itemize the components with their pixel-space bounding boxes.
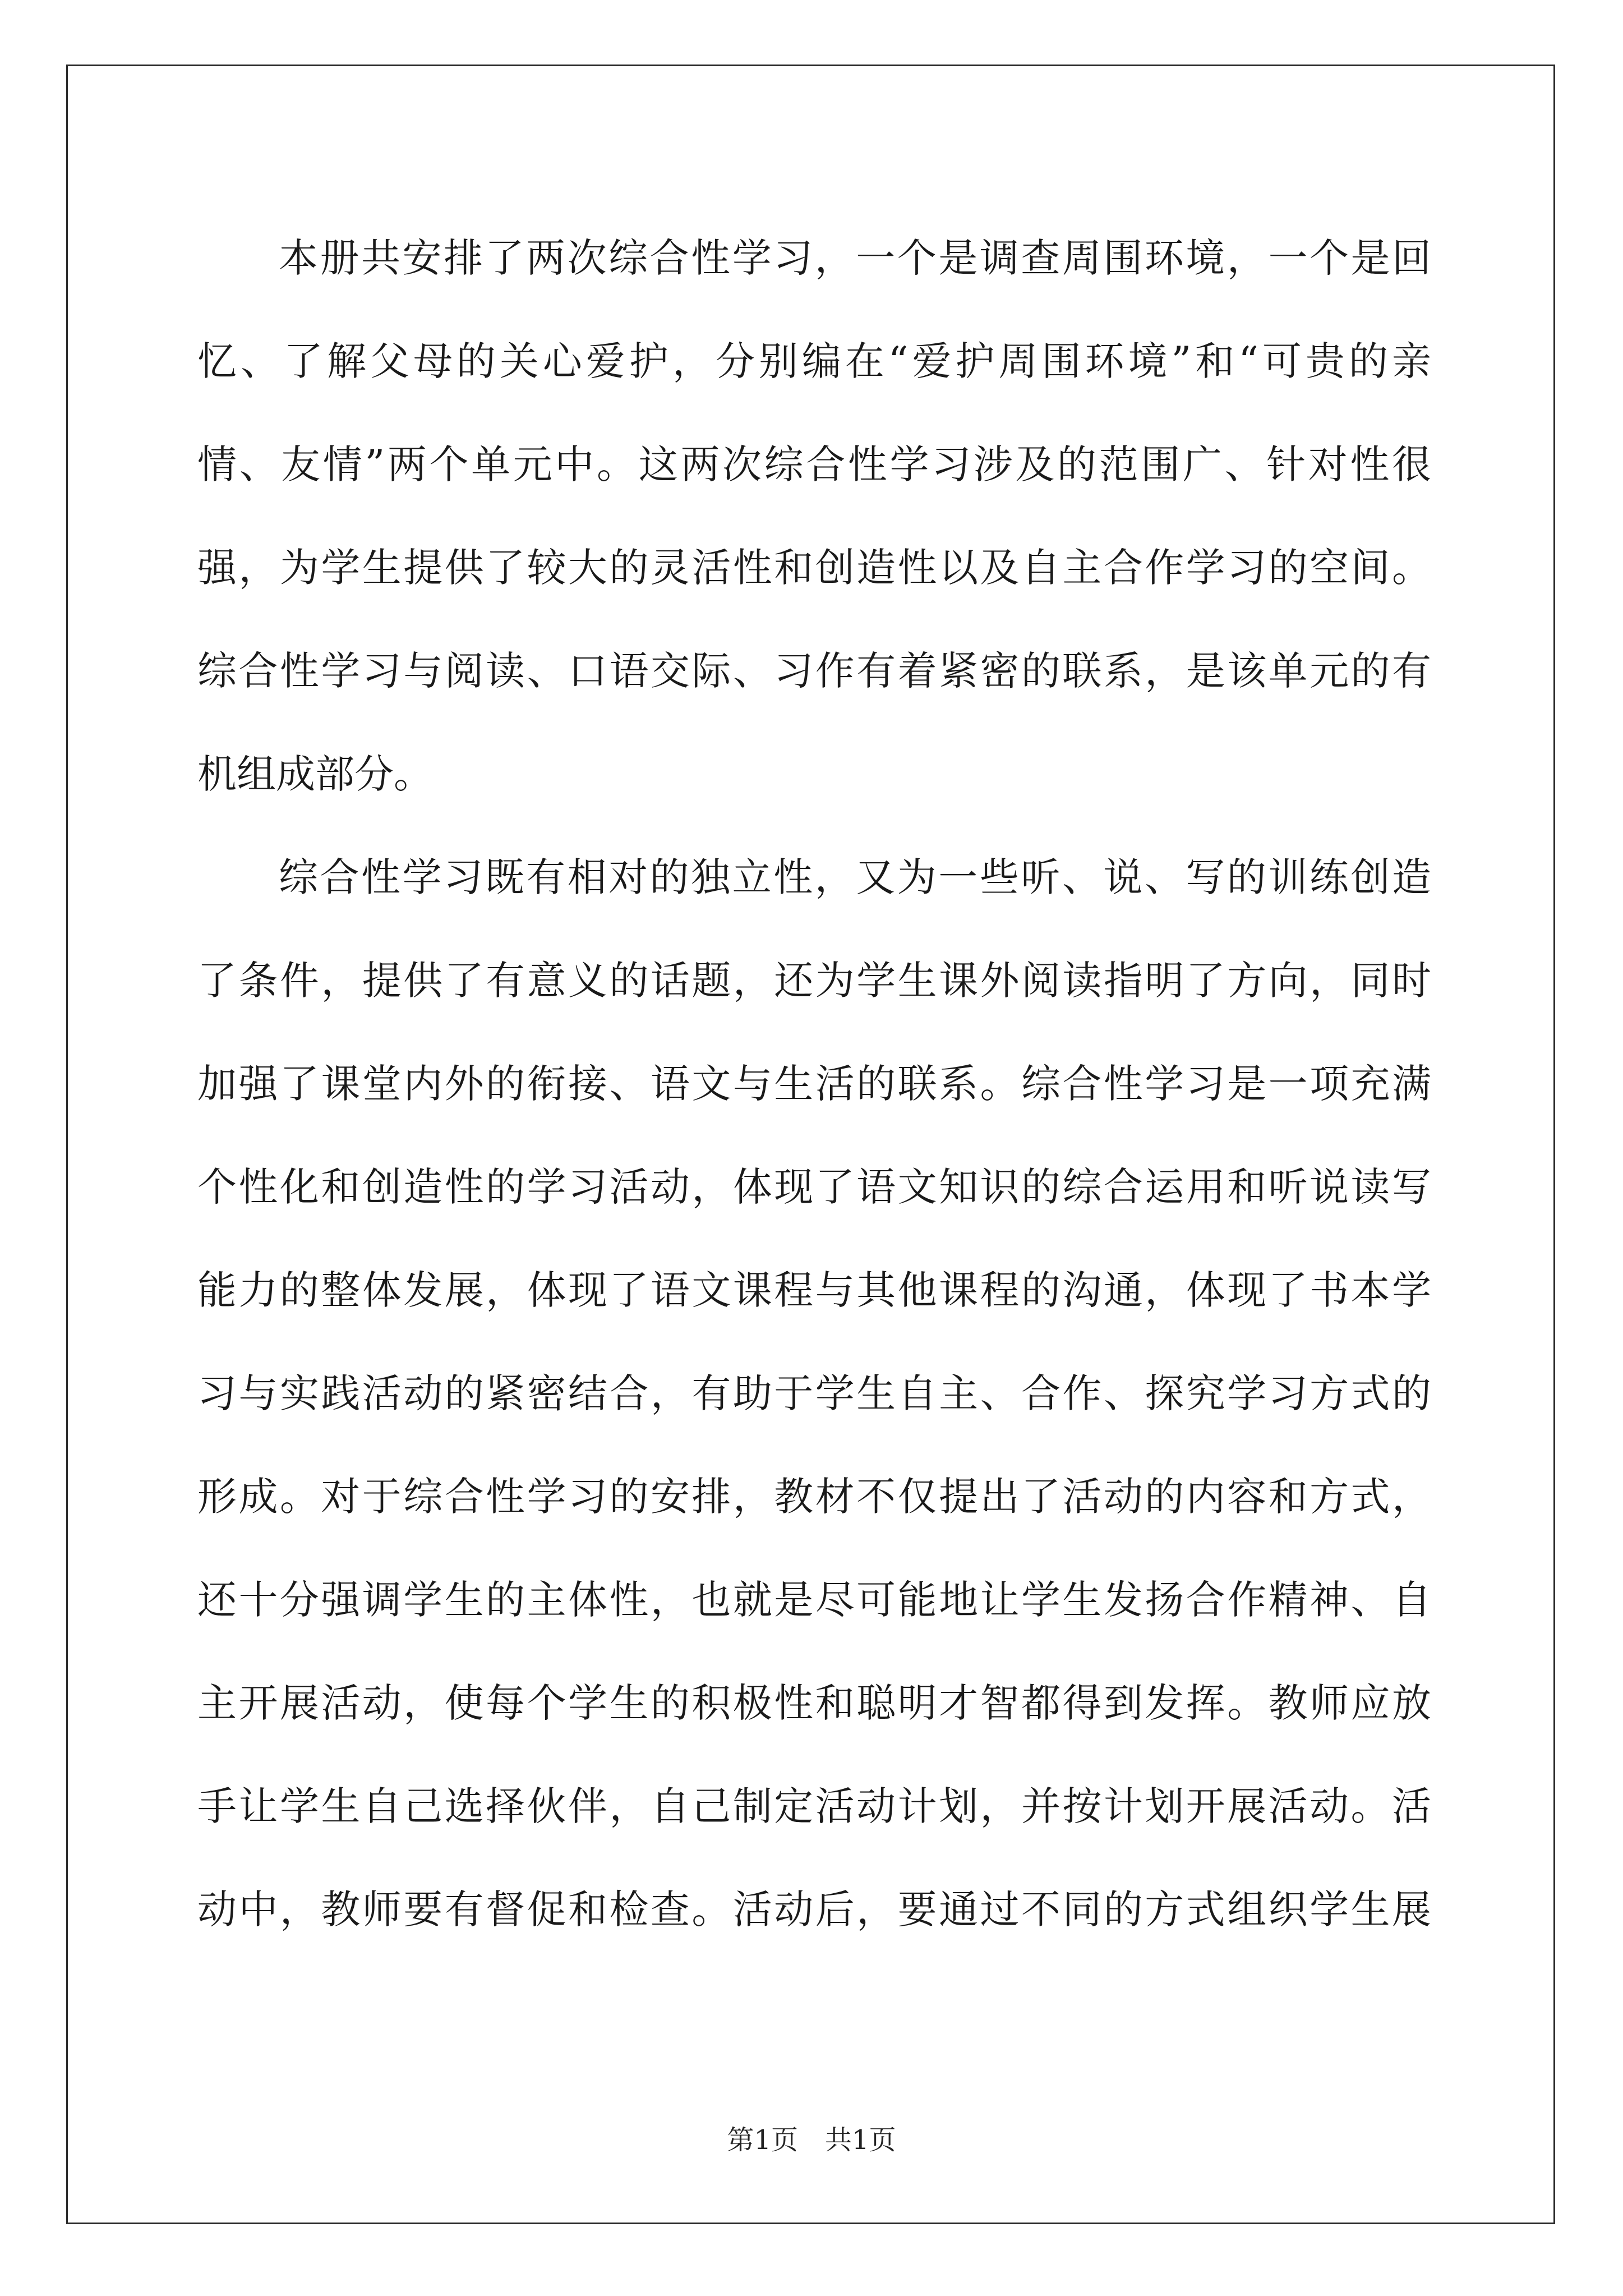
text-line: 本册共安排了两次综合性学习，一个是调查周围环境，一个是回 bbox=[279, 235, 1431, 281]
text-line: 能力的整体发展，体现了语文课程与其他课程的沟通，体现了书本学 bbox=[197, 1267, 1431, 1313]
document-body bbox=[197, 216, 1431, 1971]
text-line: 情、友情”两个单元中。这两次综合性学习涉及的范围广、针对性很 bbox=[197, 441, 1431, 487]
text-line: 综合性学习与阅读、口语交际、习作有着紧密的联系，是该单元的有 bbox=[197, 648, 1431, 694]
text-line: 动中，教师要有督促和检查。活动后，要通过不同的方式组织学生展 bbox=[197, 1887, 1431, 1932]
text-line: 了条件，提供了有意义的话题，还为学生课外阅读指明了方向，同时 bbox=[197, 958, 1431, 1004]
text-line: 习与实践活动的紧密结合，有助于学生自主、合作、探究学习方式的 bbox=[197, 1370, 1431, 1416]
page-number: 第1页 共1页 bbox=[727, 2124, 896, 2156]
paragraph-1 bbox=[197, 216, 1431, 835]
text-line: 个性化和创造性的学习活动，体现了语文知识的综合运用和听说读写 bbox=[197, 1164, 1431, 1210]
text-line: 手让学生自己选择伙伴，自己制定活动计划，并按计划开展活动。活 bbox=[197, 1783, 1431, 1829]
text-line: 机组成部分。 bbox=[197, 751, 433, 797]
text-line: 综合性学习既有相对的独立性，又为一些听、说、写的训练创造 bbox=[279, 854, 1431, 900]
text-line: 形成。对于综合性学习的安排，教材不仅提出了活动的内容和方式， bbox=[197, 1474, 1431, 1520]
page-footer bbox=[0, 2123, 1623, 2157]
text-line: 还十分强调学生的主体性，也就是尽可能地让学生发扬合作精神、自 bbox=[197, 1577, 1431, 1623]
text-line: 忆、了解父母的关心爱护，分别编在“爱护周围环境”和“可贵的亲 bbox=[197, 338, 1431, 384]
text-line: 加强了课堂内外的衔接、语文与生活的联系。综合性学习是一项充满 bbox=[197, 1061, 1431, 1107]
text-line: 主开展活动，使每个学生的积极性和聪明才智都得到发挥。教师应放 bbox=[197, 1680, 1431, 1726]
text-line: 强，为学生提供了较大的灵活性和创造性以及自主合作学习的空间。 bbox=[197, 545, 1431, 591]
paragraph-2 bbox=[197, 835, 1431, 1971]
